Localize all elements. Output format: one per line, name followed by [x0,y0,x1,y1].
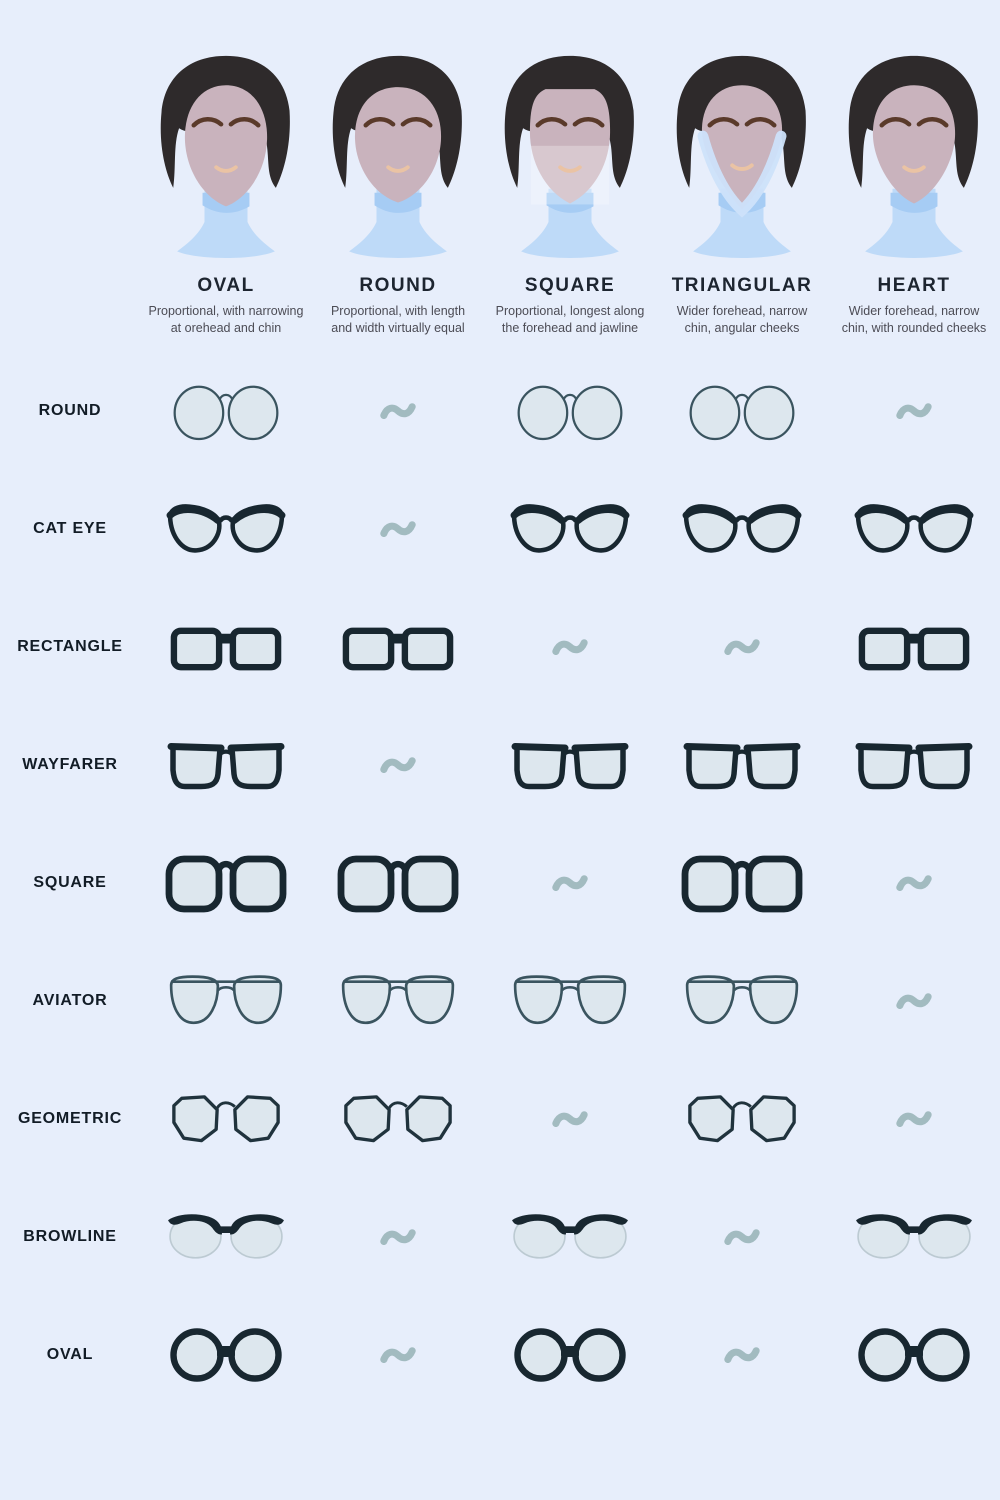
matrix-cell-aviator-oval [140,969,312,1032]
matrix-cell-aviator-heart [828,987,1000,1014]
not-suitable-tilde-icon [550,1105,590,1132]
square-glasses-icon [336,852,460,914]
matrix-cell-rectangle-oval [140,618,312,675]
oval-glasses-icon [856,1326,972,1384]
rectangle-glasses-icon [339,618,457,675]
matrix-cell-wayfarer-heart [828,736,1000,794]
matrix-cell-round-square [484,381,656,441]
face-column-square [484,50,656,338]
face-shape-header-row [0,0,1000,338]
not-suitable-tilde-icon [550,869,590,896]
wayfarer-glasses-icon [854,736,974,794]
geometric-glasses-icon [339,1089,457,1148]
matrix-cell-cateye-round [312,515,484,542]
matrix-row-squareglasses [0,824,1000,942]
matrix-row-ovalglasses [0,1296,1000,1414]
face-shape-description: Wider forehead, narrow chin, angular cheeks [676,304,808,336]
matrix-cell-rectangle-heart [828,618,1000,675]
not-suitable-tilde-icon [378,1223,418,1250]
matrix-row-browline [0,1178,1000,1296]
matrix-cell-round-round [312,397,484,424]
matrix-cell-squareglasses-triangular [656,852,828,914]
header-label-spacer [0,50,140,338]
matrix-row-round [0,352,1000,470]
oval-face-icon [138,50,314,267]
face-column-round [312,50,484,338]
matrix-cell-squareglasses-round [312,852,484,914]
square-face-icon [482,50,658,267]
face-shape-title: HEART [877,275,951,296]
geometric-glasses-icon [683,1089,801,1148]
face-shape-description: Proportional, with length and width virtually equal [330,304,466,336]
glasses-style-label: RECTANGLE [17,637,123,655]
matrix-cell-ovalglasses-round [312,1341,484,1368]
square-glasses-icon [680,852,804,914]
matrix-cell-geometric-triangular [656,1089,828,1148]
matrix-cell-squareglasses-heart [828,869,1000,896]
glasses-style-label: OVAL [46,1345,94,1363]
not-suitable-tilde-icon [378,397,418,424]
not-suitable-tilde-icon [550,633,590,660]
aviator-glasses-icon [507,969,633,1032]
glasses-style-label: ROUND [38,401,102,419]
oval-glasses-icon [512,1326,628,1384]
face-shape-description: Wider forehead, narrow chin, with rounded cheeks [841,304,987,336]
matrix-cell-geometric-heart [828,1105,1000,1132]
matrix-cell-ovalglasses-oval [140,1326,312,1384]
wayfarer-glasses-icon [166,736,286,794]
matrix-cell-squareglasses-oval [140,852,312,914]
matrix-row-rectangle [0,588,1000,706]
cat-eye-glasses-icon [509,500,631,557]
not-suitable-tilde-icon [722,1341,762,1368]
not-suitable-tilde-icon [894,987,934,1014]
glasses-style-label: AVIATOR [32,991,108,1009]
matrix-cell-cateye-triangular [656,500,828,557]
browline-glasses-icon [165,1209,287,1264]
matrix-row-aviator [0,942,1000,1060]
glasses-style-label: BROWLINE [23,1227,117,1245]
matrix-cell-aviator-square [484,969,656,1032]
face-shape-description: Proportional, with narrowing at orehead and chin [148,304,304,336]
not-suitable-tilde-icon [378,751,418,778]
not-suitable-tilde-icon [894,397,934,424]
not-suitable-tilde-icon [378,1341,418,1368]
face-column-oval [140,50,312,338]
matrix-cell-browline-round [312,1223,484,1250]
matrix-cell-geometric-round [312,1089,484,1148]
geometric-glasses-icon [167,1089,285,1148]
matrix-cell-cateye-square [484,500,656,557]
round-face-icon [310,50,486,267]
not-suitable-tilde-icon [378,515,418,542]
matrix-cell-geometric-square [484,1105,656,1132]
matrix-cell-wayfarer-triangular [656,736,828,794]
rectangle-glasses-icon [167,618,285,675]
face-shape-title: SQUARE [524,275,616,296]
matrix-cell-rectangle-triangular [656,633,828,660]
aviator-glasses-icon [679,969,805,1032]
not-suitable-tilde-icon [894,869,934,896]
triangular-face-icon [654,50,830,267]
matrix-cell-browline-oval [140,1209,312,1264]
aviator-glasses-icon [163,969,289,1032]
wayfarer-glasses-icon [510,736,630,794]
matrix-cell-ovalglasses-square [484,1326,656,1384]
round-glasses-icon [514,381,626,441]
matrix-cell-wayfarer-oval [140,736,312,794]
matrix-cell-browline-square [484,1209,656,1264]
matrix-cell-aviator-round [312,969,484,1032]
cat-eye-glasses-icon [853,500,975,557]
face-shape-title: ROUND [359,275,437,296]
face-shape-title: OVAL [197,275,255,296]
matrix-cell-browline-triangular [656,1223,828,1250]
face-column-triangular [656,50,828,338]
glasses-style-label: WAYFARER [22,755,118,773]
wayfarer-glasses-icon [682,736,802,794]
heart-face-icon [826,50,1000,267]
glasses-style-label: GEOMETRIC [17,1109,123,1127]
matrix-cell-wayfarer-square [484,736,656,794]
matrix-cell-round-oval [140,381,312,441]
matrix-cell-aviator-triangular [656,969,828,1032]
matrix-cell-squareglasses-square [484,869,656,896]
round-glasses-icon [170,381,282,441]
matrix-cell-rectangle-square [484,633,656,660]
square-glasses-icon [164,852,288,914]
cat-eye-glasses-icon [165,500,287,557]
matrix-cell-wayfarer-round [312,751,484,778]
matrix-cell-ovalglasses-triangular [656,1341,828,1368]
matrix-cell-cateye-heart [828,500,1000,557]
matrix-row-cateye [0,470,1000,588]
matrix-cell-geometric-oval [140,1089,312,1148]
cat-eye-glasses-icon [681,500,803,557]
rectangle-glasses-icon [855,618,973,675]
aviator-glasses-icon [335,969,461,1032]
browline-glasses-icon [509,1209,631,1264]
not-suitable-tilde-icon [722,1223,762,1250]
matrix-cell-rectangle-round [312,618,484,675]
matrix-cell-browline-heart [828,1209,1000,1264]
oval-glasses-icon [168,1326,284,1384]
face-shape-description: Proportional, longest along the forehead and jawline [495,304,645,336]
glasses-style-label: CAT EYE [33,519,107,537]
browline-glasses-icon [853,1209,975,1264]
not-suitable-tilde-icon [722,633,762,660]
matrix-cell-ovalglasses-heart [828,1326,1000,1384]
matrix-cell-round-triangular [656,381,828,441]
face-column-heart [828,50,1000,338]
face-shape-title: TRIANGULAR [671,275,813,296]
matrix-row-geometric [0,1060,1000,1178]
matrix-cell-cateye-oval [140,500,312,557]
not-suitable-tilde-icon [894,1105,934,1132]
glasses-style-label: SQUARE [33,873,107,891]
matrix-row-wayfarer [0,706,1000,824]
round-glasses-icon [686,381,798,441]
matrix-cell-round-heart [828,397,1000,424]
compatibility-matrix [0,352,1000,1414]
